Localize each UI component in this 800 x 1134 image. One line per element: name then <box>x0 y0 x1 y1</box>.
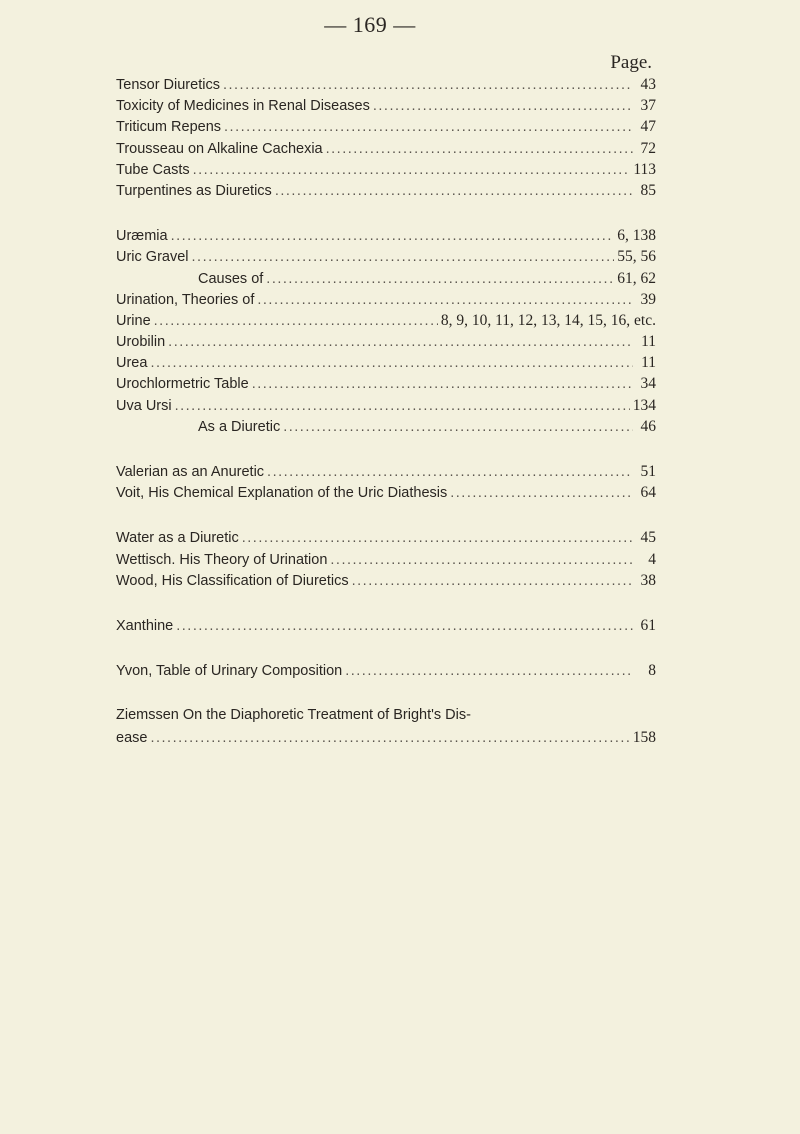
entry-term: Uric Gravel <box>116 249 189 266</box>
dot-leader <box>345 661 633 682</box>
index-entry <box>116 138 656 159</box>
index-entry <box>116 482 656 503</box>
entry-term: As a Diuretic <box>198 418 281 435</box>
entry-term: Causes of <box>198 270 264 287</box>
index-group-x <box>116 615 656 636</box>
index-entry <box>116 74 656 95</box>
entry-pages: 43 <box>640 76 656 93</box>
entry-pages: 134 <box>632 396 656 414</box>
index-group-w <box>116 527 656 591</box>
entry-pages: 61 <box>640 616 656 634</box>
entry-term: Valerian as an Anuretic <box>116 464 265 480</box>
entry-pages: 85 <box>640 181 656 199</box>
entry-pages: 72 <box>640 139 656 157</box>
dot-leader <box>373 96 633 117</box>
dot-leader <box>326 139 633 160</box>
entry-term: Wood, His Classification of Diuretics <box>116 572 349 589</box>
index-entry <box>116 373 656 394</box>
entry-pages: 55, 56 <box>617 248 656 266</box>
dot-leader <box>154 311 438 332</box>
entry-term: Ziemssen On the Diaphoretic Treatment of Bright's Dis- <box>116 707 471 724</box>
index-subentry <box>116 416 656 437</box>
entry-pages: 11 <box>641 354 656 372</box>
page-number: — 169 — <box>324 12 416 37</box>
dot-leader <box>168 332 633 353</box>
entry-term: Urobilin <box>116 334 166 351</box>
entry-term: Turpentines as Diuretics <box>116 182 272 199</box>
dot-leader <box>150 353 633 374</box>
entry-pages: 34 <box>640 375 656 393</box>
index-group-u <box>116 225 656 437</box>
index-entry <box>116 705 656 726</box>
dot-leader <box>242 528 633 549</box>
entry-term: Toxicity of Medicines in Renal Diseases <box>116 98 370 115</box>
index-subentry <box>116 268 656 289</box>
dot-leader <box>266 269 614 290</box>
index-entry <box>116 331 656 352</box>
dot-leader <box>257 290 633 311</box>
entry-term: Uva Ursi <box>116 397 172 414</box>
entry-pages: 6, 138 <box>617 227 656 245</box>
entry-term: Urine <box>116 312 151 329</box>
index-entry <box>116 246 656 267</box>
entry-term: Wettisch. His Theory of Urination <box>116 551 328 568</box>
entry-pages: 39 <box>640 290 656 308</box>
entry-term: Tensor Diuretics <box>116 77 220 93</box>
entry-pages: 8 <box>648 662 656 680</box>
index-entry <box>116 549 656 570</box>
dot-leader <box>171 226 615 247</box>
index-entry <box>116 116 656 137</box>
index-group-y <box>116 660 656 681</box>
entry-pages: 37 <box>640 97 656 115</box>
index-entry <box>116 615 656 636</box>
entry-term: Urochlormetric Table <box>116 376 249 393</box>
page-column-label: Page. <box>610 52 652 73</box>
entry-term: Trousseau on Alkaline Cachexia <box>116 140 323 157</box>
index-entry <box>116 159 656 180</box>
entry-pages: 158 <box>632 728 656 746</box>
index-group-z <box>116 705 656 747</box>
entry-term: Voit, His Chemical Explanation of the Uric Diathesis <box>116 485 448 502</box>
index-entry <box>116 660 656 681</box>
index-group-v <box>116 461 656 503</box>
dot-leader <box>192 247 615 268</box>
index-entry <box>116 395 656 416</box>
index-entry <box>116 289 656 310</box>
index-entry <box>116 310 656 331</box>
entry-pages: 47 <box>640 118 656 136</box>
index-group-t <box>116 74 656 201</box>
dot-leader <box>267 462 633 483</box>
dot-leader <box>330 550 633 571</box>
entry-pages: 4 <box>648 550 656 568</box>
index-entry <box>116 225 656 246</box>
dot-leader <box>450 483 633 504</box>
entry-term: Yvon, Table of Urinary Composition <box>116 663 343 680</box>
dot-leader <box>224 117 633 138</box>
index-entry <box>116 570 656 591</box>
entry-term: Urination, Theories of <box>116 291 255 308</box>
entry-pages: 11 <box>641 333 656 351</box>
index-entry <box>116 461 656 482</box>
dot-leader <box>150 728 629 749</box>
index-entry <box>116 180 656 201</box>
entry-term: ease <box>116 729 148 746</box>
entry-pages: 61, 62 <box>617 269 656 287</box>
dot-leader <box>252 374 633 395</box>
entry-pages: 38 <box>640 571 656 589</box>
entry-pages: 8, 9, 10, 11, 12, 13, 14, 15, 16, etc. <box>440 311 656 329</box>
index-entry <box>116 95 656 116</box>
dot-leader <box>275 181 633 202</box>
entry-term: Uræmia <box>116 228 168 245</box>
entry-term: Urea <box>116 355 148 372</box>
dot-leader <box>223 75 633 96</box>
entry-term: Xanthine <box>116 617 174 634</box>
dot-leader <box>175 396 630 417</box>
entry-pages: 46 <box>640 417 656 435</box>
entry-pages: 45 <box>640 529 656 547</box>
dot-leader <box>352 571 633 592</box>
entry-term: Tube Casts <box>116 161 190 178</box>
index-entry <box>116 727 656 748</box>
entry-pages: 64 <box>640 484 656 502</box>
index-entry <box>116 527 656 548</box>
entry-term: Water as a Diuretic <box>116 530 239 547</box>
index-list <box>116 74 656 772</box>
dot-leader <box>176 616 633 637</box>
dot-leader <box>193 160 631 181</box>
entry-pages: 51 <box>640 463 656 480</box>
entry-term: Triticum Repens <box>116 119 222 136</box>
index-entry <box>116 352 656 373</box>
entry-pages: 113 <box>633 160 656 178</box>
dot-leader <box>283 417 633 438</box>
